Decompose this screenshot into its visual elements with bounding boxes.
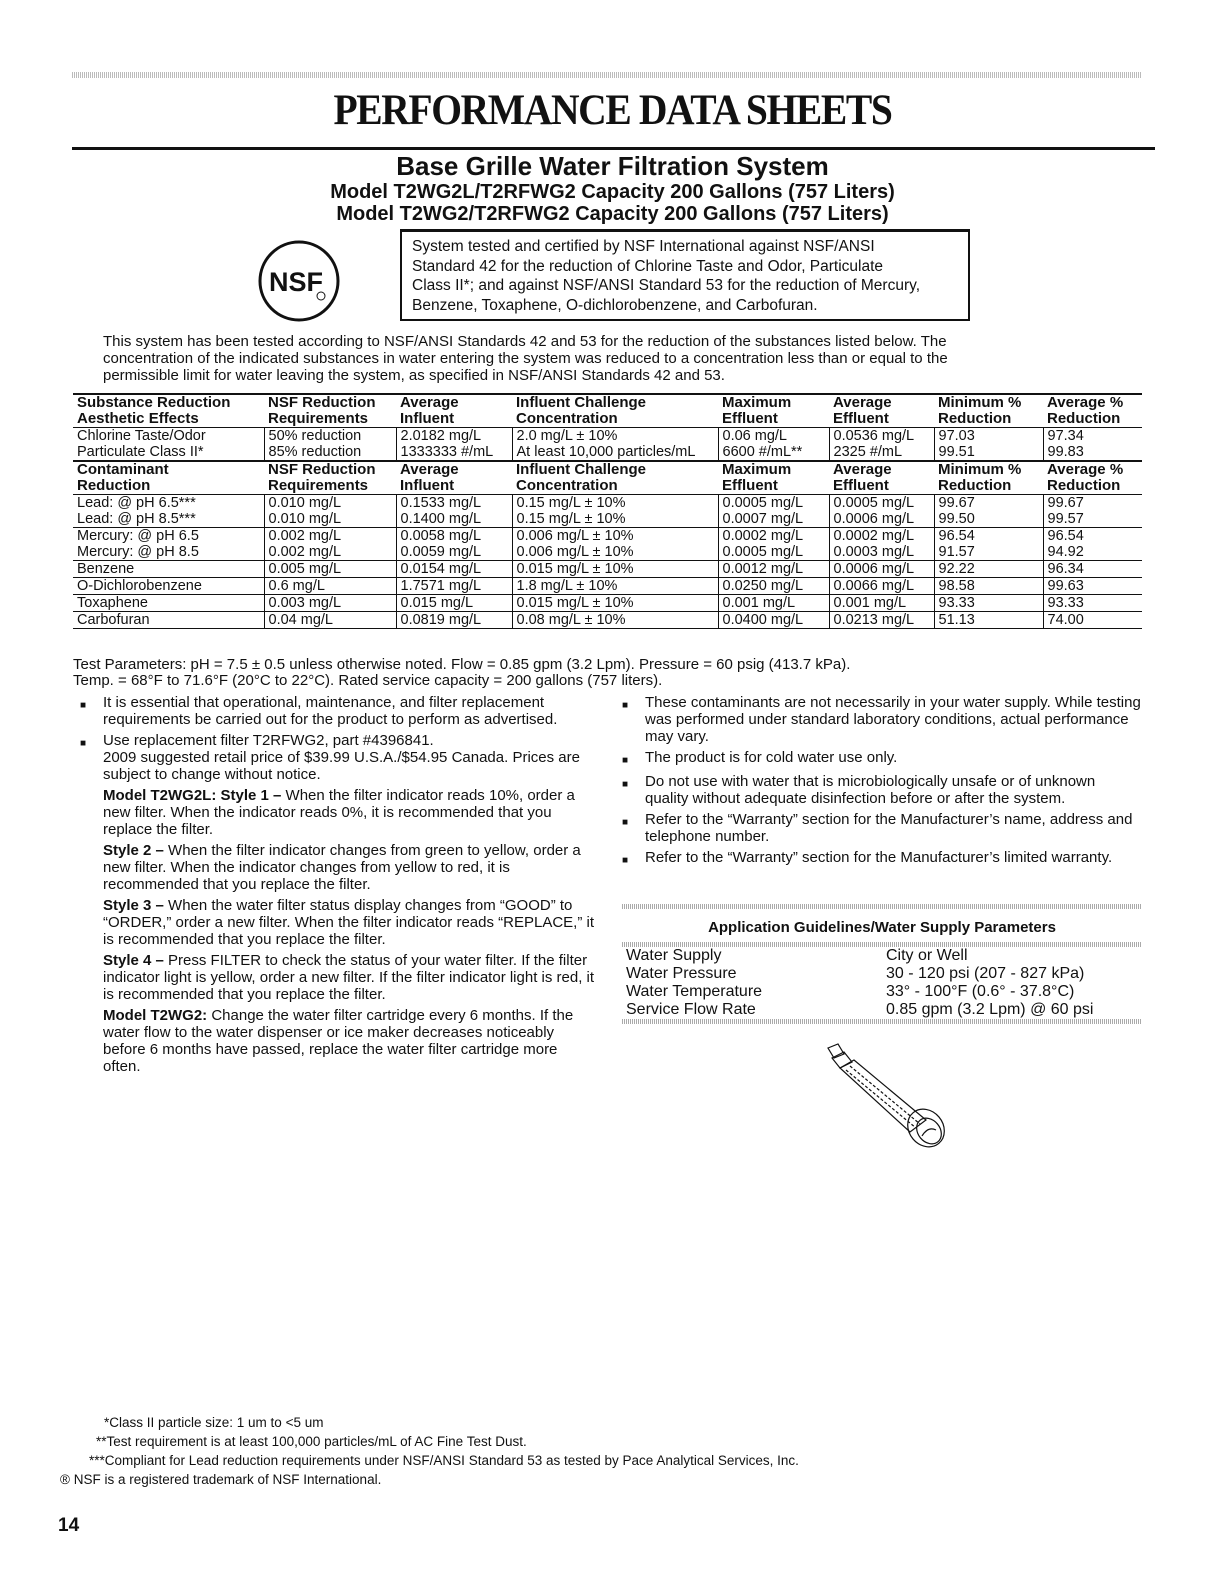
table-cell-value: Lead: @ pH 8.5*** <box>77 511 196 527</box>
table-cell <box>718 528 829 561</box>
left-column <box>80 694 595 1083</box>
table-cell-value: 94.92 <box>1047 544 1084 560</box>
column-header-line: Minimum % <box>938 461 1022 478</box>
table-cell <box>1043 528 1142 561</box>
style-3-label: Style 3 – <box>103 897 164 914</box>
cert-line: Standard 42 for the reduction of Chlorine Taste and Odor, Particulate <box>412 257 884 275</box>
column-header <box>512 394 718 428</box>
table-cell <box>73 595 264 612</box>
column-header <box>264 461 396 495</box>
style-1-label: Model T2WG2L: Style 1 – <box>103 787 282 804</box>
table-cell <box>396 595 512 612</box>
table-row <box>73 495 1142 528</box>
table-cell-value: 93.33 <box>1047 595 1084 611</box>
table-cell <box>512 612 718 629</box>
table-cell <box>73 428 264 462</box>
table-cell-value: 0.6 mg/L <box>268 578 325 594</box>
style-4-text: Style 4 – Press FILTER to check the status of your water filter. If the filter indicator light is yellow, order a new filter. If the filter indicator light is red, it is recommended that you replace the filter. <box>103 952 595 1003</box>
table-cell-value: 97.34 <box>1047 428 1084 444</box>
square-bullet-icon: ■ <box>80 700 87 711</box>
column-header-line: Requirements <box>268 477 369 494</box>
table-cell-value: 0.001 mg/L <box>833 595 907 611</box>
table-cell-value: 0.005 mg/L <box>268 561 342 577</box>
list-item <box>80 694 595 728</box>
square-bullet-icon: ■ <box>622 779 629 790</box>
table-row <box>73 595 1142 612</box>
footnote: ® NSF is a registered trademark of NSF International. <box>60 1472 382 1487</box>
table-cell-value: 85% reduction <box>268 444 362 460</box>
water-filter-cartridge-illustration <box>816 1040 966 1148</box>
column-header-line: Reduction <box>1047 477 1121 494</box>
table-cell-value: 0.001 mg/L <box>722 595 796 611</box>
table-cell-value: 0.010 mg/L <box>268 511 342 527</box>
table-cell-value: 0.0154 mg/L <box>400 561 482 577</box>
table-cell <box>718 428 829 462</box>
model-line-2: Model T2WG2/T2RFWG2 Capacity 200 Gallons (757 Liters) <box>336 203 889 225</box>
column-header <box>829 461 934 495</box>
nsf-logo-text: NSF <box>269 267 323 297</box>
guideline-row: Water Pressure 30 - 120 psi (207 - 827 kPa) <box>626 965 1085 982</box>
table-cell <box>829 595 934 612</box>
title-rule <box>72 147 1155 150</box>
application-guidelines <box>622 904 1142 1024</box>
page-number: 14 <box>58 1515 80 1536</box>
footnote: *Class II particle size: 1 um to <5 um <box>104 1415 324 1430</box>
table-cell-value: 0.0002 mg/L <box>833 528 915 544</box>
table-cell <box>934 495 1043 528</box>
column-header-line: Effluent <box>722 410 778 427</box>
table-cell-value: 0.04 mg/L <box>268 612 333 628</box>
intro-line: concentration of the indicated substances in water entering the system was reduced to a concentration less than or equal to the <box>103 350 948 367</box>
table-cell-value: 1.7571 mg/L <box>400 578 482 594</box>
column-header <box>1043 461 1142 495</box>
guidelines-title: Application Guidelines/Water Supply Parameters <box>708 919 1056 936</box>
column-header-line: Substance Reduction <box>77 394 231 411</box>
table-cell <box>396 495 512 528</box>
guideline-row: Water Temperature 33° - 100°F (0.6° - 37.8°C) <box>626 983 1075 1000</box>
guideline-row: Water Supply City or Well <box>626 947 968 964</box>
table-cell <box>934 561 1043 578</box>
table-cell <box>1043 578 1142 595</box>
table-cell-value: 0.15 mg/L ± 10% <box>516 495 626 511</box>
table-cell-value: 50% reduction <box>268 428 362 444</box>
table-cell <box>264 561 396 578</box>
table-cell <box>1043 428 1142 462</box>
table-cell-value: 0.002 mg/L <box>268 544 342 560</box>
table-cell-value: 0.0006 mg/L <box>833 561 915 577</box>
table-cell <box>718 595 829 612</box>
column-header-line: Effluent <box>833 410 889 427</box>
column-header-line: Influent Challenge <box>516 394 647 411</box>
footnotes <box>60 1413 1160 1489</box>
style-3-text: Style 3 – When the water filter status display changes from “GOOD” to “ORDER,” order a new filter. When the filter indicator reads “REPLACE,” it is recommended that you replace the filter. <box>103 897 595 948</box>
list-item <box>80 732 595 1079</box>
column-header-line: Effluent <box>833 477 889 494</box>
list-item: ■ Refer to the “Warranty” section for the Manufacturer’s limited warranty. <box>622 849 1142 869</box>
table-cell-value: 98.58 <box>938 578 975 594</box>
table-row <box>73 578 1142 595</box>
column-header <box>934 394 1043 428</box>
table-cell <box>829 528 934 561</box>
column-header-line: Reduction <box>1047 410 1121 427</box>
table-cell-value: 92.22 <box>938 561 975 577</box>
table-cell-value: 0.08 mg/L ± 10% <box>516 612 626 628</box>
top-dotted-band <box>72 72 1142 78</box>
column-header-line: Average <box>833 394 892 411</box>
table-cell <box>73 528 264 561</box>
table-cell-value: Toxaphene <box>77 595 148 611</box>
table-cell-value: 96.54 <box>938 528 975 544</box>
cert-line: Benzene, Toxaphene, O-dichlorobenzene, and Carbofuran. <box>412 296 818 314</box>
column-header <box>396 394 512 428</box>
table-cell-value: Mercury: @ pH 8.5 <box>77 544 199 560</box>
model-t2wg2-text: Model T2WG2: Change the water filter cartridge every 6 months. If the water flow to the water dispenser or ice maker decreases noticeably before 6 months have passed, replace the water filter cartridge more often. <box>103 1007 574 1075</box>
column-header-line: Average % <box>1047 461 1124 478</box>
table-cell <box>512 561 718 578</box>
table-cell <box>934 578 1043 595</box>
table-cell-value: 99.83 <box>1047 444 1084 460</box>
table-cell-value: 0.003 mg/L <box>268 595 342 611</box>
square-bullet-icon: ■ <box>622 700 629 711</box>
column-header <box>264 394 396 428</box>
table-cell-value: 0.015 mg/L ± 10% <box>516 561 634 577</box>
table-cell-value: 0.0250 mg/L <box>722 578 804 594</box>
intro-paragraph <box>103 333 1138 384</box>
table-row <box>73 561 1142 578</box>
model-t2wg2-label: Model T2WG2: <box>103 1007 208 1024</box>
table-cell <box>73 561 264 578</box>
column-header-line: Reduction <box>77 477 151 494</box>
table-cell-value: O-Dichlorobenzene <box>77 578 202 594</box>
table-cell <box>396 428 512 462</box>
style-2-label: Style 2 – <box>103 842 164 859</box>
square-bullet-icon: ■ <box>622 755 629 766</box>
table-cell <box>1043 595 1142 612</box>
table-cell-value: 0.010 mg/L <box>268 495 342 511</box>
table-cell-value: 0.0012 mg/L <box>722 561 804 577</box>
retail-price: 2009 suggested retail price of $39.99 U.S.A./$54.95 Canada. Prices are subject to change without notice. <box>103 749 580 783</box>
table-cell-value: 0.002 mg/L <box>268 528 342 544</box>
table-cell-value: 0.015 mg/L ± 10% <box>516 595 634 611</box>
test-parameters-line: Test Parameters: pH = 7.5 ± 0.5 unless otherwise noted. Flow = 0.85 gpm (3.2 Lpm). Pressure = 60 psig (413.7 kPa). <box>73 656 851 673</box>
column-header <box>73 394 264 428</box>
column-header-line: Average <box>400 394 459 411</box>
table-cell-value: 0.0058 mg/L <box>400 528 482 544</box>
table-cell-value: 0.0059 mg/L <box>400 544 482 560</box>
table-cell <box>512 578 718 595</box>
column-header-line: Effluent <box>722 477 778 494</box>
cert-line: Class II*; and against NSF/ANSI Standard 53 for the reduction of Mercury, <box>412 277 921 294</box>
replacement-part: Use replacement filter T2RFWG2, part #4396841. <box>103 732 434 749</box>
column-header <box>396 461 512 495</box>
table-cell-value: 0.0400 mg/L <box>722 612 804 628</box>
table-cell-value: 1.8 mg/L ± 10% <box>516 578 618 594</box>
table-cell <box>1043 495 1142 528</box>
table-cell-value: 6600 #/mL** <box>722 444 803 460</box>
table-cell <box>73 578 264 595</box>
table-cell-value: 99.57 <box>1047 511 1084 527</box>
table-cell-value: Lead: @ pH 6.5*** <box>77 495 196 511</box>
table-cell-value: 0.0006 mg/L <box>833 511 915 527</box>
table-cell-value: 0.0213 mg/L <box>833 612 915 628</box>
table-cell <box>829 612 934 629</box>
table-cell-value: 0.15 mg/L ± 10% <box>516 511 626 527</box>
column-header-line: Concentration <box>516 477 618 494</box>
table-row <box>73 612 1142 629</box>
dotted-rule <box>622 1019 1142 1024</box>
list-item-text: It is essential that operational, maintenance, and filter replacement requirements be carried out for the product to perform as advertised. <box>103 694 558 728</box>
table-row <box>73 428 1142 462</box>
table-cell-value: 0.006 mg/L ± 10% <box>516 544 634 560</box>
column-header <box>1043 394 1142 428</box>
table-cell-value: Carbofuran <box>77 612 150 628</box>
table-cell-value: 93.33 <box>938 595 975 611</box>
table-cell <box>934 595 1043 612</box>
table-cell-value: 2.0182 mg/L <box>400 428 482 444</box>
table-cell <box>718 561 829 578</box>
table-cell-value: 0.0819 mg/L <box>400 612 482 628</box>
table-cell <box>512 428 718 462</box>
table-cell <box>829 578 934 595</box>
column-header-line: Maximum <box>722 394 792 411</box>
table-cell-value: 0.0005 mg/L <box>722 495 804 511</box>
column-header <box>718 461 829 495</box>
column-header-line: Concentration <box>516 410 618 427</box>
table-cell <box>396 528 512 561</box>
table-cell-value: 99.67 <box>938 495 975 511</box>
table-cell-value: 0.006 mg/L ± 10% <box>516 528 634 544</box>
list-item: ■ The product is for cold water use only. <box>622 749 1142 769</box>
table-cell-value: 2.0 mg/L ± 10% <box>516 428 618 444</box>
contaminant-header-row <box>73 461 1142 495</box>
test-parameters-line: Temp. = 68°F to 71.6°F (20°C to 22°C). Rated service capacity = 200 gallons (757 liters). <box>73 672 663 689</box>
column-header-line: Influent <box>400 410 455 427</box>
square-bullet-icon: ■ <box>622 855 629 866</box>
table-cell-value: At least 10,000 particles/mL <box>516 444 696 460</box>
column-header-line: Maximum <box>722 461 792 478</box>
table-cell-value: 97.03 <box>938 428 975 444</box>
table-cell-value: 0.0007 mg/L <box>722 511 804 527</box>
column-header-line: Average <box>833 461 892 478</box>
column-header <box>512 461 718 495</box>
system-subtitle: Base Grille Water Filtration System <box>396 151 829 181</box>
square-bullet-icon: ■ <box>622 817 629 828</box>
certification-box <box>400 229 970 321</box>
list-item: ■ Do not use with water that is microbiologically unsafe or of unknown quality without adequate disinfection before or after the system. <box>622 773 1096 807</box>
table-cell <box>396 612 512 629</box>
intro-line: This system has been tested according to NSF/ANSI Standards 42 and 53 for the reduction of the substances listed below. The <box>103 333 947 350</box>
table-cell <box>718 578 829 595</box>
list-item: ■ These contaminants are not necessarily in your water supply. While testing was performed under standard laboratory conditions, actual performance may vary. <box>622 694 1141 745</box>
column-header <box>829 394 934 428</box>
table-cell-value: 0.0005 mg/L <box>722 544 804 560</box>
table-cell <box>934 528 1043 561</box>
performance-table <box>73 393 1142 629</box>
table-cell <box>934 428 1043 462</box>
table-cell-value: 1333333 #/mL <box>400 444 494 460</box>
table-cell <box>264 595 396 612</box>
nsf-logo-icon <box>257 239 341 323</box>
table-cell-value: Particulate Class II* <box>77 444 204 460</box>
table-cell-value: Mercury: @ pH 6.5 <box>77 528 199 544</box>
style-1-text: Model T2WG2L: Style 1 – When the filter indicator reads 10%, order a new filter. When the indicator reads 0%, it is recommended that you replace the filter. <box>103 787 575 838</box>
model-line-1: Model T2WG2L/T2RFWG2 Capacity 200 Gallons (757 Liters) <box>330 181 895 203</box>
table-cell-value: 0.0536 mg/L <box>833 428 915 444</box>
column-header-line: NSF Reduction <box>268 394 376 411</box>
column-header-line: Influent Challenge <box>516 461 647 478</box>
column-header-line: Minimum % <box>938 394 1022 411</box>
table-cell-value: 99.50 <box>938 511 975 527</box>
table-row <box>73 528 1142 561</box>
list-item: ■ Refer to the “Warranty” section for the Manufacturer’s name, address and telephone number. <box>622 811 1133 845</box>
table-cell <box>829 428 934 462</box>
column-header <box>934 461 1043 495</box>
table-cell-value: 74.00 <box>1047 612 1084 628</box>
style-4-label: Style 4 – <box>103 952 164 969</box>
style-2-text: Style 2 – When the filter indicator changes from green to yellow, order a new filter. When the indicator changes from yellow to red, it is recommended that you replace the filter. <box>103 842 581 893</box>
footnote: ***Compliant for Lead reduction requirements under NSF/ANSI Standard 53 as tested by Pace Analytical Services, Inc. <box>89 1453 799 1468</box>
square-bullet-icon: ■ <box>80 738 87 749</box>
table-cell <box>512 595 718 612</box>
table-cell <box>73 612 264 629</box>
column-header-line: Contaminant <box>77 461 169 478</box>
table-cell <box>73 495 264 528</box>
column-header-line: Average % <box>1047 394 1124 411</box>
table-cell <box>264 612 396 629</box>
table-cell-value: 0.0066 mg/L <box>833 578 915 594</box>
table-cell <box>264 578 396 595</box>
aesthetic-header-row <box>73 394 1142 428</box>
table-cell-value: 99.63 <box>1047 578 1084 594</box>
table-cell-value: Chlorine Taste/Odor <box>77 428 206 444</box>
cert-line: System tested and certified by NSF International against NSF/ANSI <box>412 238 875 255</box>
column-header <box>718 394 829 428</box>
column-header <box>73 461 264 495</box>
table-cell <box>264 528 396 561</box>
intro-line: permissible limit for water leaving the system, as specified in NSF/ANSI Standards 42 and 53. <box>103 367 725 384</box>
table-cell-value: 99.67 <box>1047 495 1084 511</box>
column-header-line: Reduction <box>938 477 1012 494</box>
table-cell-value: 0.1400 mg/L <box>400 511 482 527</box>
table-cell <box>718 495 829 528</box>
table-cell <box>264 428 396 462</box>
table-cell-value: 51.13 <box>938 612 975 628</box>
table-cell-value: 2325 #/mL <box>833 444 903 460</box>
table-cell <box>1043 561 1142 578</box>
table-cell-value: Benzene <box>77 561 135 577</box>
table-cell-value: 96.34 <box>1047 561 1084 577</box>
column-header-line: Requirements <box>268 410 369 427</box>
table-cell-value: 0.0002 mg/L <box>722 528 804 544</box>
column-header-line: NSF Reduction <box>268 461 376 478</box>
table-cell-value: 0.015 mg/L <box>400 595 474 611</box>
page-title: PERFORMANCE DATA SHEETS <box>333 87 892 134</box>
column-header-line: Influent <box>400 477 455 494</box>
table-cell <box>829 495 934 528</box>
table-cell-value: 0.0005 mg/L <box>833 495 915 511</box>
right-column <box>622 694 1142 873</box>
table-cell <box>396 561 512 578</box>
footnote: **Test requirement is at least 100,000 particles/mL of AC Fine Test Dust. <box>96 1434 527 1449</box>
table-cell-value: 0.0003 mg/L <box>833 544 915 560</box>
table-cell <box>512 495 718 528</box>
table-cell <box>512 528 718 561</box>
table-cell-value: 96.54 <box>1047 528 1084 544</box>
column-header-line: Aesthetic Effects <box>77 410 199 427</box>
table-cell <box>934 612 1043 629</box>
guideline-row: Service Flow Rate 0.85 gpm (3.2 Lpm) @ 60 psi <box>626 1001 1094 1018</box>
table-cell <box>718 612 829 629</box>
column-header-line: Reduction <box>938 410 1012 427</box>
table-cell-value: 0.06 mg/L <box>722 428 787 444</box>
table-cell-value: 0.1533 mg/L <box>400 495 482 511</box>
column-header-line: Average <box>400 461 459 478</box>
table-cell-value: 99.51 <box>938 444 975 460</box>
table-cell <box>396 578 512 595</box>
test-parameters <box>73 657 1143 689</box>
table-cell <box>264 495 396 528</box>
table-cell-value: 91.57 <box>938 544 975 560</box>
table-cell <box>1043 612 1142 629</box>
table-cell <box>829 561 934 578</box>
